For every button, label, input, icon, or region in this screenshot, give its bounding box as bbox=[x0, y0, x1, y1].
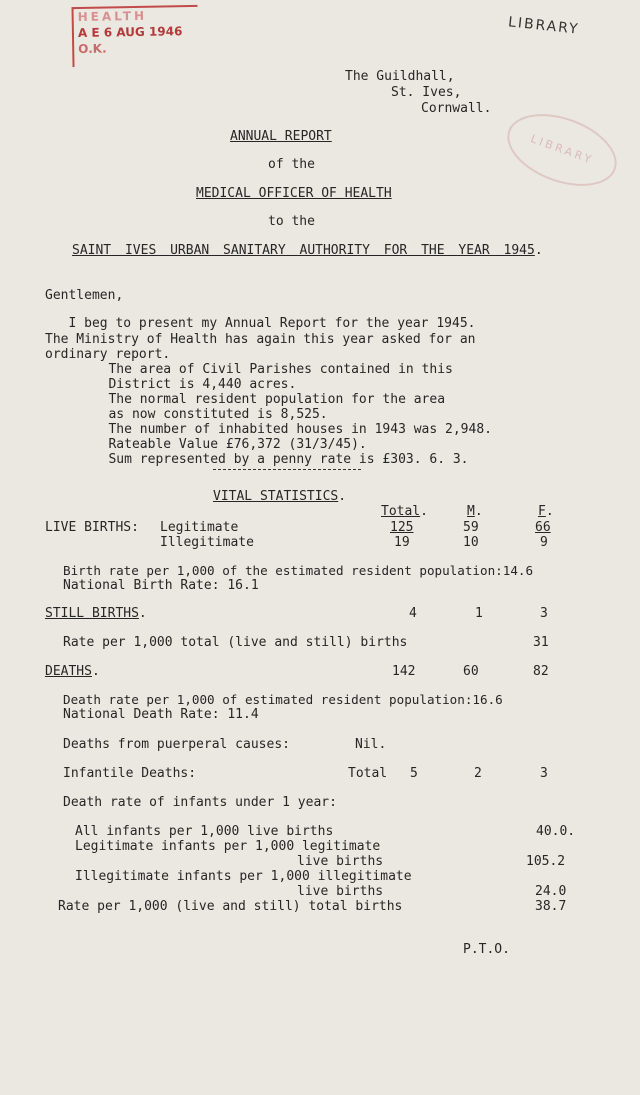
deaths-tail: . bbox=[91, 664, 100, 679]
intro-line-4: The area of Civil Parishes contained in this bbox=[85, 362, 453, 377]
col-header-f bbox=[538, 504, 554, 519]
intro-line-5: District is 4,440 acres. bbox=[85, 377, 297, 392]
infant-rate-heading: Death rate of infants under 1 year: bbox=[63, 795, 337, 810]
vital-heading-tail: . bbox=[338, 489, 347, 504]
col-f-dot: . bbox=[545, 504, 554, 519]
intro-line-6: The normal resident population for the area bbox=[85, 392, 446, 407]
infantile-label: Infantile Deaths: bbox=[63, 766, 197, 781]
legitimate-f: 66 bbox=[535, 520, 551, 535]
intro-line-10: Sum represented by a penny rate is £303. 6. 3. bbox=[85, 452, 469, 467]
report-title: ANNUAL REPORT bbox=[230, 129, 332, 144]
illegitimate-f: 9 bbox=[540, 535, 548, 550]
authority-title-text: SAINT IVES URBAN SANITARY AUTHORITY FOR THE YEAR 1945 bbox=[72, 243, 535, 258]
col-header-m bbox=[467, 504, 483, 519]
stamp-line-2: A E 6 AUG 1946 bbox=[77, 24, 183, 40]
stamp-line-1: HEALTH bbox=[77, 8, 148, 24]
legit-infants-value: 105.2 bbox=[526, 854, 566, 869]
still-rate-value: 31 bbox=[533, 635, 549, 650]
still-births-f: 3 bbox=[540, 606, 548, 621]
still-births-total: 4 bbox=[409, 606, 417, 621]
divider-rule bbox=[213, 469, 361, 470]
illegitimate-total: 19 bbox=[394, 535, 410, 550]
deaths-m: 60 bbox=[463, 664, 479, 679]
title-of-the: of the bbox=[268, 157, 315, 172]
intro-line-9: Rateable Value £76,372 (31/3/45). bbox=[85, 437, 367, 452]
illeg-infants-label-1: Illegitimate infants per 1,000 illegitimate bbox=[75, 869, 412, 884]
death-rate-line: Death rate per 1,000 of estimated resident population:16.6 bbox=[63, 692, 503, 707]
illegitimate-m: 10 bbox=[463, 535, 479, 550]
col-total-dot: . bbox=[420, 504, 428, 519]
live-births-label: LIVE BIRTHS: bbox=[45, 520, 139, 535]
legitimate-label: Legitimate bbox=[160, 520, 239, 535]
pto-mark: P.T.O. bbox=[463, 942, 510, 957]
vital-heading-text: VITAL STATISTICS bbox=[213, 489, 339, 504]
intro-line-7: as now constituted is 8,525. bbox=[85, 407, 328, 422]
infantile-f: 3 bbox=[540, 766, 548, 781]
deaths-label bbox=[45, 664, 100, 679]
address-line-1: The Guildhall, bbox=[345, 69, 455, 84]
intro-line-8: The number of inhabited houses in 1943 was 2,948. bbox=[85, 422, 492, 437]
all-infants-label: All infants per 1,000 live births bbox=[75, 824, 334, 839]
address-line-2: St. Ives, bbox=[391, 85, 462, 100]
total-births-rate-value: 38.7 bbox=[535, 899, 567, 914]
col-header-total bbox=[381, 504, 428, 519]
address-line-3: Cornwall. bbox=[421, 101, 492, 116]
legitimate-total: 125 bbox=[390, 520, 414, 535]
infantile-total-label: Total bbox=[348, 766, 388, 781]
infantile-m: 2 bbox=[474, 766, 482, 781]
col-total-text: Total bbox=[381, 504, 421, 519]
library-stamp: LIBRARY bbox=[497, 100, 626, 199]
salutation: Gentlemen, bbox=[45, 288, 124, 303]
intro-line-1: I beg to present my Annual Report for the year 1945. bbox=[45, 316, 476, 331]
puerperal-value: Nil. bbox=[355, 737, 387, 752]
legit-infants-label-1: Legitimate infants per 1,000 legitimate bbox=[75, 839, 381, 854]
intro-line-3: ordinary report. bbox=[45, 347, 171, 362]
legit-infants-label-2: live births bbox=[297, 854, 384, 869]
illegitimate-label: Illegitimate bbox=[160, 535, 254, 550]
col-f-text: F bbox=[538, 504, 546, 519]
vital-statistics-heading bbox=[213, 489, 346, 504]
national-death-rate: National Death Rate: 11.4 bbox=[63, 707, 259, 722]
illeg-infants-value: 24.0 bbox=[535, 884, 567, 899]
deaths-text: DEATHS bbox=[45, 664, 92, 679]
illeg-infants-label-2: live births bbox=[297, 884, 384, 899]
intro-line-2: The Ministry of Health has again this year asked for an bbox=[45, 332, 476, 347]
received-stamp bbox=[71, 5, 198, 67]
still-births-m: 1 bbox=[475, 606, 483, 621]
total-births-rate-label: Rate per 1,000 (live and still) total births bbox=[58, 899, 403, 914]
infantile-total: 5 bbox=[410, 766, 418, 781]
stamp-line-3: O.K. bbox=[78, 41, 107, 56]
still-births-label bbox=[45, 606, 147, 621]
deaths-total: 142 bbox=[392, 664, 416, 679]
library-mark: LIBRARY bbox=[507, 14, 581, 38]
authority-title bbox=[72, 243, 543, 258]
still-births-tail: . bbox=[138, 606, 147, 621]
title-to-the: to the bbox=[268, 214, 315, 229]
deaths-f: 82 bbox=[533, 664, 549, 679]
puerperal-label: Deaths from puerperal causes: bbox=[63, 737, 290, 752]
national-birth-rate: National Birth Rate: 16.1 bbox=[63, 578, 259, 593]
col-m-text: M bbox=[467, 504, 475, 519]
birth-rate-line: Birth rate per 1,000 of the estimated resident population:14.6 bbox=[63, 563, 534, 578]
officer-title: MEDICAL OFFICER OF HEALTH bbox=[196, 186, 392, 201]
still-rate-label: Rate per 1,000 total (live and still) births bbox=[63, 635, 408, 650]
authority-title-tail: . bbox=[534, 243, 543, 258]
still-births-text: STILL BIRTHS bbox=[45, 606, 139, 621]
legitimate-m: 59 bbox=[463, 520, 479, 535]
all-infants-value: 40.0. bbox=[536, 824, 576, 839]
col-m-dot: . bbox=[474, 504, 483, 519]
